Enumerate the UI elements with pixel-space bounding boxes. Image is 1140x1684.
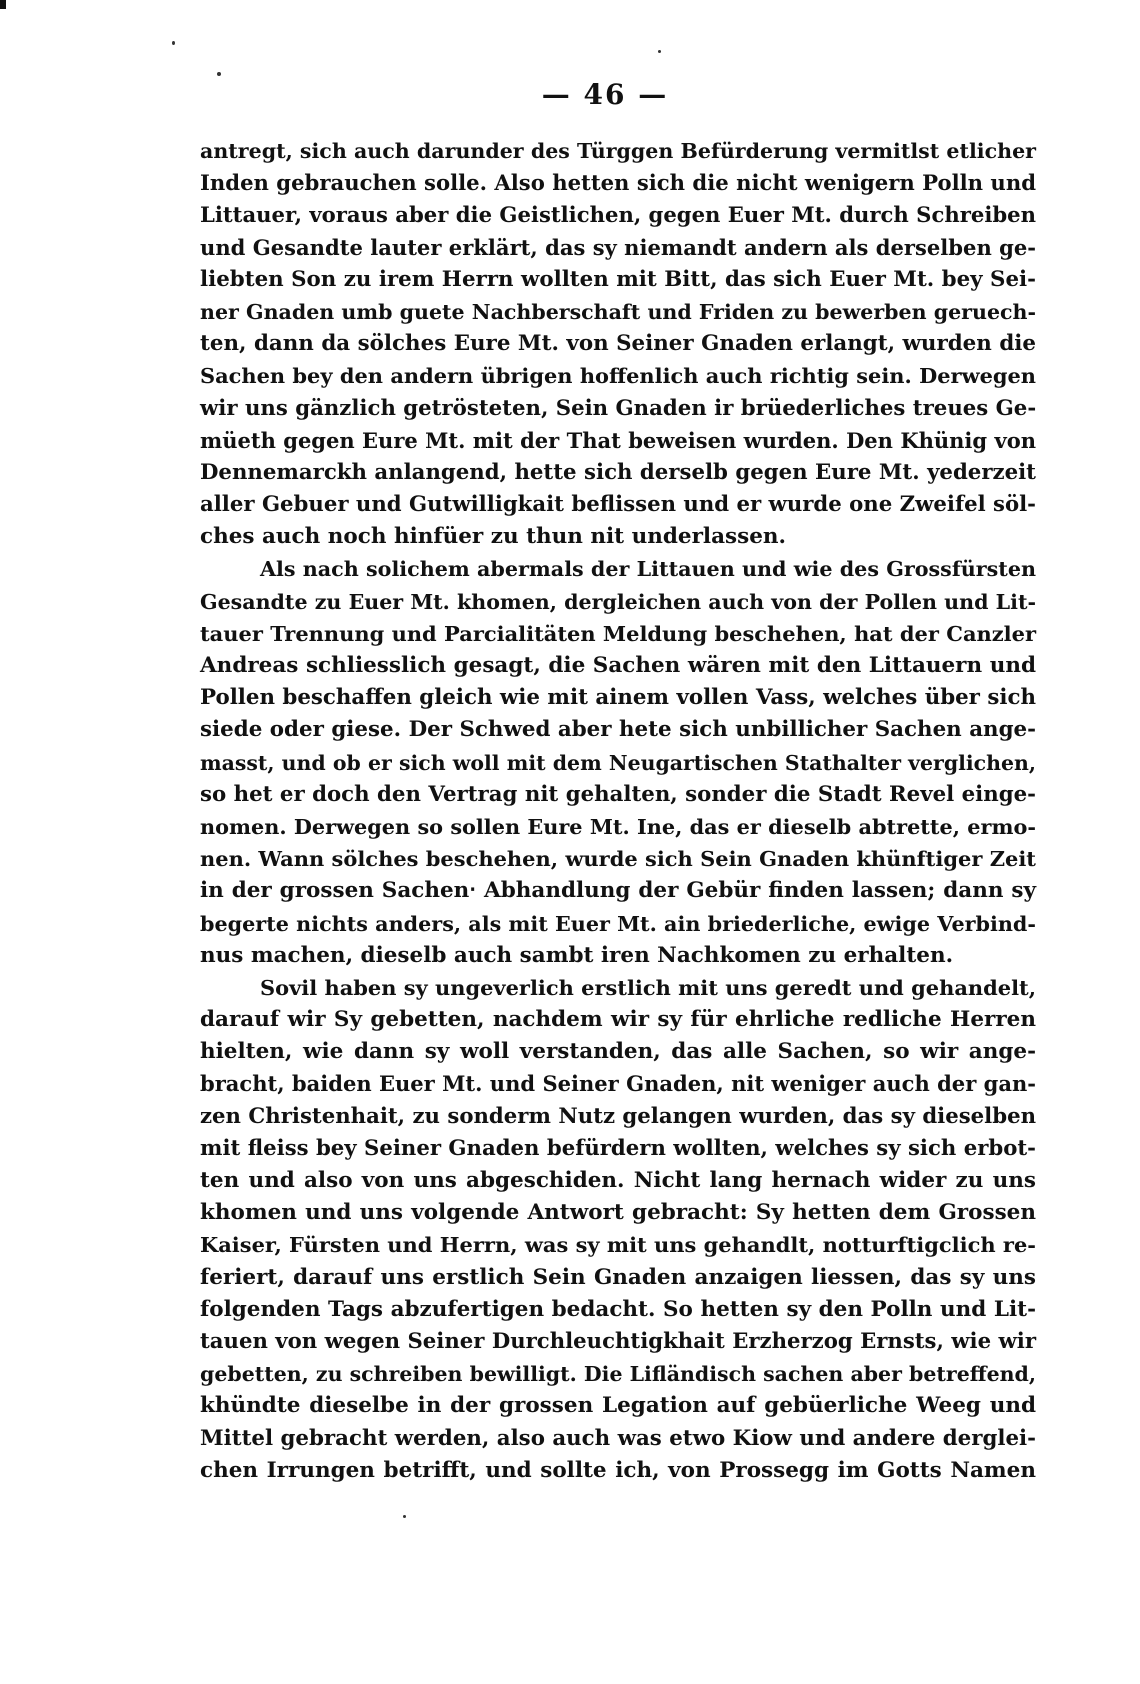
scan-speck <box>658 50 661 53</box>
text-line: ten und also von uns abgeschiden. Nicht lang hernach wider zu uns <box>200 1168 1036 1193</box>
text-line: Mittel gebracht werden, also auch was etwo Kiow und andere derglei- <box>200 1425 1036 1451</box>
text-line: chen Irrungen betrifft, und sollte ich, von Prossegg im Gotts Namen <box>200 1457 1036 1483</box>
text-line: Als nach solichem abermals der Littauen und wie des Grossfürsten <box>260 557 1036 582</box>
text-line: Gesandte zu Euer Mt. khomen, dergleichen auch von der Pollen und Lit- <box>200 589 1036 614</box>
text-line: aller Gebuer und Gutwilligkait beflissen und er wurde one Zweifel söl- <box>200 492 1036 518</box>
text-line: masst, und ob er sich woll mit dem Neugartischen Stathalter verglichen, <box>200 750 1036 775</box>
text-line: ner Gnaden umb guete Nachberschaft und Friden zu bewerben geruech- <box>200 299 1036 324</box>
text-line: bracht, baiden Euer Mt. und Seiner Gnaden, nit weniger auch der gan- <box>200 1071 1036 1097</box>
text-line: darauf wir Sy gebetten, nachdem wir sy für ehrliche redliche Herren <box>200 1007 1036 1033</box>
text-line: gebetten, zu schreiben bewilligt. Die Lifländisch sachen aber betreffend, <box>200 1362 1036 1387</box>
text-line: Pollen beschaffen gleich wie mit ainem vollen Vass, welches über sich <box>200 685 1036 711</box>
scan-speck <box>403 1515 406 1518</box>
scan-speck <box>172 41 175 45</box>
text-line: folgenden Tags abzufertigen bedacht. So hetten sy den Polln und Lit- <box>200 1296 1036 1322</box>
text-line: nomen. Derwegen so sollen Eure Mt. Ine, das er dieselb abtrette, ermo- <box>200 813 1036 839</box>
text-line: mit fleiss bey Seiner Gnaden befürdern wollten, welches sy sich erbot- <box>200 1135 1036 1161</box>
text-line: Littauer, voraus aber die Geistlichen, gegen Euer Mt. durch Schreiben <box>200 202 1036 228</box>
text-line: siede oder giese. Der Schwed aber hete sich unbillicher Sachen ange- <box>200 717 1036 743</box>
page-number: — 46 — <box>541 78 669 111</box>
text-line: Kaiser, Fürsten und Herrn, was sy mit uns gehandlt, notturftigclich re- <box>200 1232 1036 1258</box>
text-line: ches auch noch hinfüer zu thun nit underlassen. <box>200 524 787 550</box>
scan-speck <box>217 72 221 76</box>
text-line: Inden gebrauchen solle. Also hetten sich die nicht wenigern Polln und <box>200 170 1036 196</box>
text-line: khündte dieselbe in der grossen Legation auf gebüerliche Weeg und <box>200 1393 1036 1419</box>
text-line: zen Christenhait, zu sonderm Nutz gelangen wurden, das sy dieselben <box>200 1103 1036 1129</box>
text-line: ten, dann da sölches Eure Mt. von Seiner Gnaden erlangt, wurden die <box>200 331 1036 357</box>
text-line: in der grossen Sachen‧ Abhandlung der Gebür finden lassen; dann sy <box>200 878 1036 904</box>
text-line: wir uns gänzlich getrösteten, Sein Gnaden ir brüederliches treues Ge- <box>200 395 1037 421</box>
text-line: begerte nichts anders, als mit Euer Mt. ain briederliche, ewige Verbind- <box>200 911 1036 936</box>
text-line: liebten Son zu irem Herrn wollten mit Bitt, das sich Euer Mt. bey Sei- <box>200 266 1036 292</box>
text-line: tauen von wegen Seiner Durchleuchtigkhait Erzherzog Ernsts, wie wir <box>200 1328 1036 1354</box>
text-line: hielten, wie dann sy woll verstanden, das alle Sachen, so wir ange- <box>200 1039 1036 1065</box>
text-line: müeth gegen Eure Mt. mit der That beweisen wurden. Den Khünig von <box>200 427 1036 453</box>
text-line: nen. Wann sölches beschehen, wurde sich Sein Gnaden khünftiger Zeit <box>200 846 1036 872</box>
scan-corner-mark <box>0 0 6 9</box>
text-line: antregt, sich auch darunder des Türggen Befürderung vermitlst etlicher <box>200 139 1036 163</box>
text-line: so het er doch den Vertrag nit gehalten, sonder die Stadt Revel einge- <box>200 781 1036 807</box>
text-line: und Gesandte lauter erklärt, das sy niemandt andern als derselben ge- <box>200 234 1037 260</box>
text-line: Andreas schliesslich gesagt, die Sachen wären mit den Littauern und <box>200 653 1036 678</box>
text-line: feriert, darauf uns erstlich Sein Gnaden anzaigen liessen, das sy uns <box>200 1264 1036 1290</box>
text-line: Sachen bey den andern übrigen hoffenlich auch richtig sein. Derwegen <box>200 363 1036 389</box>
text-line: tauer Trennung und Parcialitäten Meldung beschehen, hat der Canzler <box>200 620 1036 646</box>
body-text <box>200 135 1036 1487</box>
text-line: khomen und uns volgende Antwort gebracht: Sy hetten dem Grossen <box>200 1200 1036 1226</box>
text-line: Sovil haben sy ungeverlich erstlich mit uns geredt und gehandelt, <box>260 974 1036 1000</box>
text-line: Dennemarckh anlangend, hette sich derselb gegen Eure Mt. yederzeit <box>200 459 1036 485</box>
text-line: nus machen, dieselb auch sambt iren Nachkomen zu erhalten. <box>200 942 954 968</box>
